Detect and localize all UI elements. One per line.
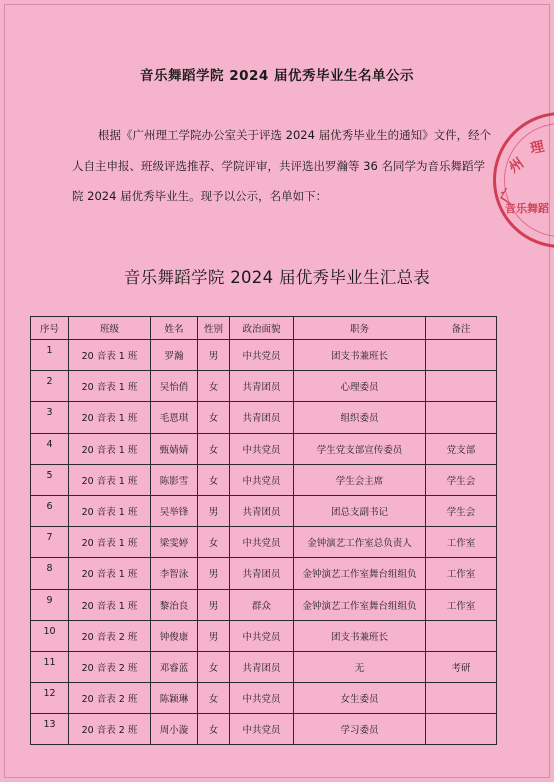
table-title: 音乐舞蹈学院 2024 届优秀毕业生汇总表 bbox=[123, 268, 431, 287]
cell-class: 20 音表 1 班 bbox=[69, 464, 151, 495]
notice-text: 根据《广州理工学院办公室关于评选 2024 届优秀毕业生的通知》文件，经个人自主申报、班级评选推荐、学院评审，共评选出罗瀚等 36 名同学为音乐舞蹈学院 2024 届优秀毕业生。现予以公示，名单如下： bbox=[72, 128, 492, 203]
cell-name: 罗瀚 bbox=[151, 340, 198, 371]
cell-name: 邓睿蓝 bbox=[151, 651, 198, 682]
seal-char: 州 bbox=[506, 155, 527, 177]
cell-political-status: 中共党员 bbox=[230, 464, 294, 495]
cell-position: 团总支副书记 bbox=[294, 495, 426, 526]
table-row bbox=[31, 371, 497, 402]
cell-remarks: 党支部 bbox=[426, 433, 497, 464]
seal-bottom-text: 音乐舞蹈 bbox=[505, 202, 549, 215]
cell-index: 3 bbox=[31, 402, 69, 433]
header-position: 职务 bbox=[294, 317, 426, 340]
cell-index: 8 bbox=[31, 558, 69, 589]
cell-remarks: 工作室 bbox=[426, 558, 497, 589]
cell-name: 甄婧婧 bbox=[151, 433, 198, 464]
table-row bbox=[31, 620, 497, 651]
cell-political-status: 共青团员 bbox=[230, 651, 294, 682]
cell-gender: 男 bbox=[198, 558, 230, 589]
cell-gender: 男 bbox=[198, 589, 230, 620]
table-row bbox=[31, 651, 497, 682]
cell-remarks: 工作室 bbox=[426, 589, 497, 620]
cell-gender: 女 bbox=[198, 683, 230, 714]
cell-political-status: 中共党员 bbox=[230, 714, 294, 745]
cell-position: 金钟演艺工作室舞台组组负 bbox=[294, 589, 426, 620]
cell-gender: 男 bbox=[198, 620, 230, 651]
cell-index: 13 bbox=[31, 714, 69, 745]
header-gender: 性别 bbox=[198, 317, 230, 340]
table-row bbox=[31, 402, 497, 433]
cell-class: 20 音表 1 班 bbox=[69, 558, 151, 589]
cell-gender: 女 bbox=[198, 464, 230, 495]
cell-name: 梁雯婷 bbox=[151, 527, 198, 558]
cell-remarks bbox=[426, 683, 497, 714]
graduates-table bbox=[30, 316, 497, 745]
table-row bbox=[31, 464, 497, 495]
cell-class: 20 音表 1 班 bbox=[69, 527, 151, 558]
table-row bbox=[31, 714, 497, 745]
cell-class: 20 音表 2 班 bbox=[69, 651, 151, 682]
header-political-status: 政治面貌 bbox=[230, 317, 294, 340]
cell-gender: 女 bbox=[198, 402, 230, 433]
cell-index: 5 bbox=[31, 464, 69, 495]
cell-political-status: 共青团员 bbox=[230, 371, 294, 402]
header-name: 姓名 bbox=[151, 317, 198, 340]
cell-gender: 男 bbox=[198, 495, 230, 526]
seal-char: 理 bbox=[528, 138, 546, 158]
header-class: 班级 bbox=[69, 317, 151, 340]
cell-remarks: 学生会 bbox=[426, 495, 497, 526]
cell-name: 陈颖琳 bbox=[151, 683, 198, 714]
cell-name: 黎治良 bbox=[151, 589, 198, 620]
cell-political-status: 中共党员 bbox=[230, 527, 294, 558]
cell-position: 金钟演艺工作室总负责人 bbox=[294, 527, 426, 558]
cell-position: 金钟演艺工作室舞台组组负 bbox=[294, 558, 426, 589]
cell-gender: 女 bbox=[198, 714, 230, 745]
cell-remarks: 学生会 bbox=[426, 464, 497, 495]
cell-index: 2 bbox=[31, 371, 69, 402]
cell-index: 7 bbox=[31, 527, 69, 558]
cell-class: 20 音表 2 班 bbox=[69, 714, 151, 745]
cell-name: 吴怡俏 bbox=[151, 371, 198, 402]
cell-class: 20 音表 1 班 bbox=[69, 371, 151, 402]
cell-class: 20 音表 1 班 bbox=[69, 340, 151, 371]
cell-index: 6 bbox=[31, 495, 69, 526]
cell-position: 学习委员 bbox=[294, 714, 426, 745]
cell-position: 心理委员 bbox=[294, 371, 426, 402]
cell-remarks bbox=[426, 714, 497, 745]
cell-position: 团支书兼班长 bbox=[294, 620, 426, 651]
cell-remarks bbox=[426, 340, 497, 371]
cell-class: 20 音表 2 班 bbox=[69, 620, 151, 651]
cell-class: 20 音表 1 班 bbox=[69, 433, 151, 464]
cell-position: 无 bbox=[294, 651, 426, 682]
header-index: 序号 bbox=[31, 317, 69, 340]
table-row bbox=[31, 340, 497, 371]
cell-political-status: 共青团员 bbox=[230, 495, 294, 526]
cell-political-status: 中共党员 bbox=[230, 620, 294, 651]
table-header-row bbox=[31, 317, 497, 340]
cell-remarks bbox=[426, 371, 497, 402]
cell-name: 李智泳 bbox=[151, 558, 198, 589]
cell-position: 组织委员 bbox=[294, 402, 426, 433]
table-row bbox=[31, 683, 497, 714]
notice-paragraph bbox=[72, 120, 492, 212]
cell-gender: 女 bbox=[198, 371, 230, 402]
table-row bbox=[31, 495, 497, 526]
cell-name: 周小漩 bbox=[151, 714, 198, 745]
table-row bbox=[31, 589, 497, 620]
cell-remarks bbox=[426, 620, 497, 651]
document-title: 音乐舞蹈学院 2024 届优秀毕业生名单公示 bbox=[140, 68, 414, 84]
cell-index: 9 bbox=[31, 589, 69, 620]
cell-gender: 女 bbox=[198, 433, 230, 464]
cell-name: 毛恩琪 bbox=[151, 402, 198, 433]
cell-class: 20 音表 1 班 bbox=[69, 495, 151, 526]
cell-name: 吴举锋 bbox=[151, 495, 198, 526]
cell-political-status: 共青团员 bbox=[230, 402, 294, 433]
cell-class: 20 音表 1 班 bbox=[69, 402, 151, 433]
cell-remarks: 工作室 bbox=[426, 527, 497, 558]
cell-position: 女生委员 bbox=[294, 683, 426, 714]
cell-gender: 男 bbox=[198, 340, 230, 371]
cell-class: 20 音表 2 班 bbox=[69, 683, 151, 714]
cell-gender: 女 bbox=[198, 651, 230, 682]
header-remarks: 备注 bbox=[426, 317, 497, 340]
cell-position: 学生会主席 bbox=[294, 464, 426, 495]
cell-position: 学生党支部宣传委员 bbox=[294, 433, 426, 464]
cell-index: 11 bbox=[31, 651, 69, 682]
cell-political-status: 中共党员 bbox=[230, 433, 294, 464]
cell-index: 10 bbox=[31, 620, 69, 651]
cell-name: 陈影雪 bbox=[151, 464, 198, 495]
cell-remarks bbox=[426, 402, 497, 433]
cell-political-status: 中共党员 bbox=[230, 340, 294, 371]
cell-remarks: 考研 bbox=[426, 651, 497, 682]
cell-gender: 女 bbox=[198, 527, 230, 558]
cell-political-status: 共青团员 bbox=[230, 558, 294, 589]
cell-name: 钟俊康 bbox=[151, 620, 198, 651]
cell-index: 1 bbox=[31, 340, 69, 371]
cell-class: 20 音表 1 班 bbox=[69, 589, 151, 620]
table-row bbox=[31, 527, 497, 558]
cell-political-status: 群众 bbox=[230, 589, 294, 620]
seal-char: 广 bbox=[497, 186, 519, 207]
cell-position: 团支书兼班长 bbox=[294, 340, 426, 371]
cell-political-status: 中共党员 bbox=[230, 683, 294, 714]
cell-index: 4 bbox=[31, 433, 69, 464]
table-row bbox=[31, 433, 497, 464]
cell-index: 12 bbox=[31, 683, 69, 714]
table-row bbox=[31, 558, 497, 589]
